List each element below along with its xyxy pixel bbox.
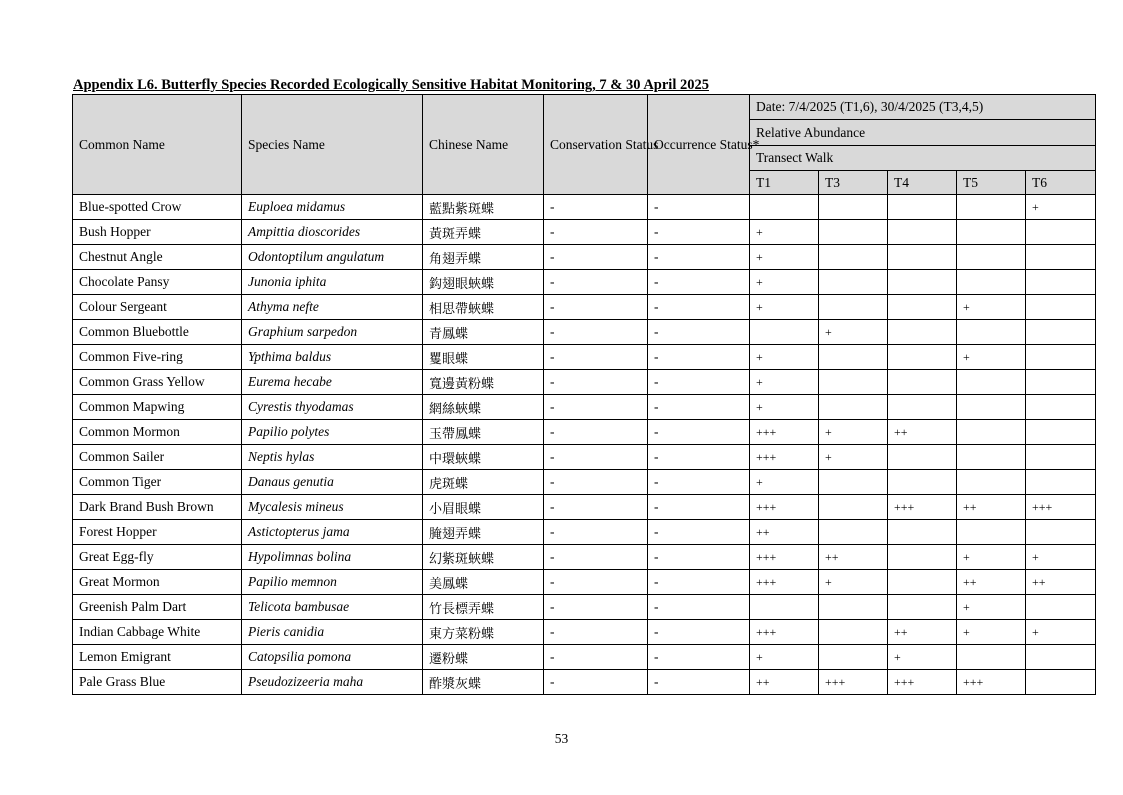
abundance-t3-cell — [819, 220, 888, 245]
chinese-name-cell: 虎斑蝶 — [423, 470, 544, 495]
occurrence-status-cell: - — [648, 195, 750, 220]
abundance-t1-cell: + — [750, 345, 819, 370]
chinese-name-cell: 青鳳蝶 — [423, 320, 544, 345]
abundance-t3-cell — [819, 595, 888, 620]
species-name-cell: Astictopterus jama — [242, 520, 423, 545]
abundance-t6-cell — [1026, 370, 1096, 395]
abundance-t5-cell — [957, 320, 1026, 345]
conservation-status-cell: - — [544, 570, 648, 595]
species-name-cell: Pseudozizeeria maha — [242, 670, 423, 695]
abundance-t6-cell: + — [1026, 545, 1096, 570]
occurrence-status-cell: - — [648, 295, 750, 320]
common-name-cell: Indian Cabbage White — [73, 620, 242, 645]
table-row — [73, 220, 1096, 245]
abundance-t4-cell — [888, 545, 957, 570]
abundance-t3-cell: + — [819, 320, 888, 345]
abundance-t5-cell: +++ — [957, 670, 1026, 695]
conservation-status-cell: - — [544, 670, 648, 695]
header-t1: T1 — [750, 171, 819, 195]
conservation-status-cell: - — [544, 445, 648, 470]
abundance-t3-cell — [819, 395, 888, 420]
table-row — [73, 295, 1096, 320]
conservation-status-cell: - — [544, 495, 648, 520]
abundance-t6-cell: +++ — [1026, 495, 1096, 520]
occurrence-status-cell: - — [648, 445, 750, 470]
table-row — [73, 520, 1096, 545]
table-row — [73, 495, 1096, 520]
occurrence-status-cell: - — [648, 545, 750, 570]
abundance-t4-cell — [888, 220, 957, 245]
table-row — [73, 670, 1096, 695]
common-name-cell: Dark Brand Bush Brown — [73, 495, 242, 520]
species-name-cell: Telicota bambusae — [242, 595, 423, 620]
abundance-t1-cell: + — [750, 470, 819, 495]
chinese-name-cell: 小眉眼蝶 — [423, 495, 544, 520]
species-name-cell: Neptis hylas — [242, 445, 423, 470]
abundance-t1-cell: +++ — [750, 420, 819, 445]
abundance-t3-cell — [819, 345, 888, 370]
abundance-t6-cell — [1026, 345, 1096, 370]
occurrence-status-cell: - — [648, 220, 750, 245]
abundance-t6-cell — [1026, 220, 1096, 245]
abundance-t1-cell: +++ — [750, 545, 819, 570]
abundance-t1-cell: +++ — [750, 570, 819, 595]
abundance-t4-cell — [888, 595, 957, 620]
header-t5: T5 — [957, 171, 1026, 195]
conservation-status-cell: - — [544, 595, 648, 620]
species-name-cell: Mycalesis mineus — [242, 495, 423, 520]
header-occurrence-status: Occurrence Status* — [648, 95, 750, 195]
abundance-t1-cell — [750, 320, 819, 345]
abundance-t5-cell: + — [957, 620, 1026, 645]
occurrence-status-cell: - — [648, 270, 750, 295]
abundance-t5-cell — [957, 270, 1026, 295]
abundance-t3-cell — [819, 245, 888, 270]
conservation-status-cell: - — [544, 345, 648, 370]
abundance-t3-cell — [819, 270, 888, 295]
occurrence-status-cell: - — [648, 520, 750, 545]
table-row — [73, 195, 1096, 220]
abundance-t6-cell — [1026, 295, 1096, 320]
abundance-t5-cell — [957, 420, 1026, 445]
species-name-cell: Ampittia dioscorides — [242, 220, 423, 245]
species-name-cell: Ypthima baldus — [242, 345, 423, 370]
chinese-name-cell: 腌翅弄蝶 — [423, 520, 544, 545]
chinese-name-cell: 鈎翅眼蛺蝶 — [423, 270, 544, 295]
common-name-cell: Pale Grass Blue — [73, 670, 242, 695]
abundance-t6-cell: ++ — [1026, 570, 1096, 595]
table-row — [73, 645, 1096, 670]
abundance-t3-cell — [819, 645, 888, 670]
species-name-cell: Pieris canidia — [242, 620, 423, 645]
abundance-t6-cell — [1026, 645, 1096, 670]
species-name-cell: Papilio memnon — [242, 570, 423, 595]
common-name-cell: Common Grass Yellow — [73, 370, 242, 395]
common-name-cell: Common Sailer — [73, 445, 242, 470]
occurrence-status-cell: - — [648, 320, 750, 345]
chinese-name-cell: 美鳳蝶 — [423, 570, 544, 595]
abundance-t4-cell — [888, 395, 957, 420]
occurrence-status-cell: - — [648, 570, 750, 595]
table-row — [73, 570, 1096, 595]
occurrence-status-cell: - — [648, 645, 750, 670]
abundance-t3-cell — [819, 495, 888, 520]
conservation-status-cell: - — [544, 245, 648, 270]
header-t4: T4 — [888, 171, 957, 195]
header-date: Date: 7/4/2025 (T1,6), 30/4/2025 (T3,4,5) — [750, 95, 1096, 120]
common-name-cell: Great Egg-fly — [73, 545, 242, 570]
chinese-name-cell: 黃斑弄蝶 — [423, 220, 544, 245]
abundance-t1-cell: +++ — [750, 445, 819, 470]
abundance-t5-cell — [957, 395, 1026, 420]
abundance-t5-cell: + — [957, 595, 1026, 620]
abundance-t5-cell — [957, 195, 1026, 220]
species-name-cell: Papilio polytes — [242, 420, 423, 445]
conservation-status-cell: - — [544, 470, 648, 495]
conservation-status-cell: - — [544, 645, 648, 670]
abundance-t4-cell — [888, 520, 957, 545]
abundance-t3-cell — [819, 470, 888, 495]
table-row — [73, 270, 1096, 295]
conservation-status-cell: - — [544, 620, 648, 645]
abundance-t4-cell: ++ — [888, 420, 957, 445]
abundance-t3-cell — [819, 370, 888, 395]
occurrence-status-cell: - — [648, 470, 750, 495]
abundance-t5-cell — [957, 520, 1026, 545]
conservation-status-cell: - — [544, 320, 648, 345]
chinese-name-cell: 竹長標弄蝶 — [423, 595, 544, 620]
abundance-t3-cell: + — [819, 445, 888, 470]
abundance-t5-cell: + — [957, 345, 1026, 370]
common-name-cell: Common Bluebottle — [73, 320, 242, 345]
common-name-cell: Forest Hopper — [73, 520, 242, 545]
abundance-t6-cell — [1026, 395, 1096, 420]
header-common-name: Common Name — [73, 95, 242, 195]
abundance-t4-cell — [888, 245, 957, 270]
species-name-cell: Eurema hecabe — [242, 370, 423, 395]
abundance-t4-cell: +++ — [888, 495, 957, 520]
chinese-name-cell: 酢漿灰蝶 — [423, 670, 544, 695]
conservation-status-cell: - — [544, 270, 648, 295]
table-row — [73, 420, 1096, 445]
abundance-t6-cell — [1026, 270, 1096, 295]
chinese-name-cell: 相思帶蛺蝶 — [423, 295, 544, 320]
common-name-cell: Colour Sergeant — [73, 295, 242, 320]
chinese-name-cell: 東方菜粉蝶 — [423, 620, 544, 645]
abundance-t4-cell: ++ — [888, 620, 957, 645]
chinese-name-cell: 幻紫斑蛺蝶 — [423, 545, 544, 570]
common-name-cell: Bush Hopper — [73, 220, 242, 245]
abundance-t1-cell: ++ — [750, 670, 819, 695]
species-name-cell: Hypolimnas bolina — [242, 545, 423, 570]
conservation-status-cell: - — [544, 295, 648, 320]
header-chinese-name: Chinese Name — [423, 95, 544, 195]
table-row — [73, 245, 1096, 270]
abundance-t4-cell — [888, 370, 957, 395]
header-t3: T3 — [819, 171, 888, 195]
abundance-t1-cell: + — [750, 295, 819, 320]
conservation-status-cell: - — [544, 220, 648, 245]
common-name-cell: Greenish Palm Dart — [73, 595, 242, 620]
occurrence-status-cell: - — [648, 395, 750, 420]
abundance-t4-cell — [888, 570, 957, 595]
species-name-cell: Odontoptilum angulatum — [242, 245, 423, 270]
abundance-t5-cell: ++ — [957, 570, 1026, 595]
common-name-cell: Common Mormon — [73, 420, 242, 445]
table-body — [73, 195, 1096, 695]
chinese-name-cell: 網絲蛺蝶 — [423, 395, 544, 420]
abundance-t4-cell — [888, 470, 957, 495]
abundance-t5-cell — [957, 245, 1026, 270]
abundance-t5-cell — [957, 445, 1026, 470]
abundance-t4-cell — [888, 295, 957, 320]
common-name-cell: Common Mapwing — [73, 395, 242, 420]
abundance-t4-cell — [888, 195, 957, 220]
abundance-t1-cell: + — [750, 370, 819, 395]
abundance-t3-cell — [819, 620, 888, 645]
abundance-t1-cell — [750, 595, 819, 620]
chinese-name-cell: 藍點紫斑蝶 — [423, 195, 544, 220]
abundance-t6-cell — [1026, 320, 1096, 345]
abundance-t4-cell — [888, 270, 957, 295]
common-name-cell: Common Five-ring — [73, 345, 242, 370]
occurrence-status-cell: - — [648, 370, 750, 395]
abundance-t6-cell — [1026, 470, 1096, 495]
table-row — [73, 370, 1096, 395]
abundance-t4-cell: +++ — [888, 670, 957, 695]
abundance-t1-cell: + — [750, 220, 819, 245]
occurrence-status-cell: - — [648, 620, 750, 645]
table-row — [73, 320, 1096, 345]
common-name-cell: Chocolate Pansy — [73, 270, 242, 295]
abundance-t4-cell — [888, 445, 957, 470]
table-row — [73, 595, 1096, 620]
conservation-status-cell: - — [544, 520, 648, 545]
abundance-t5-cell: ++ — [957, 495, 1026, 520]
occurrence-status-cell: - — [648, 245, 750, 270]
abundance-t1-cell: + — [750, 645, 819, 670]
species-name-cell: Junonia iphita — [242, 270, 423, 295]
abundance-t5-cell — [957, 370, 1026, 395]
appendix-title: Appendix L6. Butterfly Species Recorded Ecologically Sensitive Habitat Monitoring, 7 & 30 April 2025 — [73, 77, 709, 93]
abundance-t3-cell: + — [819, 570, 888, 595]
abundance-t1-cell: +++ — [750, 620, 819, 645]
abundance-t1-cell: + — [750, 270, 819, 295]
abundance-t6-cell — [1026, 520, 1096, 545]
abundance-t6-cell — [1026, 245, 1096, 270]
chinese-name-cell: 遷粉蝶 — [423, 645, 544, 670]
abundance-t4-cell — [888, 345, 957, 370]
table-row — [73, 470, 1096, 495]
abundance-t5-cell — [957, 220, 1026, 245]
common-name-cell: Chestnut Angle — [73, 245, 242, 270]
header-t6: T6 — [1026, 171, 1096, 195]
butterfly-species-table — [72, 94, 1096, 695]
common-name-cell: Common Tiger — [73, 470, 242, 495]
header-transect-walk: Transect Walk — [750, 146, 1096, 171]
abundance-t4-cell: + — [888, 645, 957, 670]
chinese-name-cell: 寬邊黃粉蝶 — [423, 370, 544, 395]
table-row — [73, 545, 1096, 570]
conservation-status-cell: - — [544, 195, 648, 220]
occurrence-status-cell: - — [648, 345, 750, 370]
abundance-t5-cell — [957, 645, 1026, 670]
abundance-t3-cell: ++ — [819, 545, 888, 570]
chinese-name-cell: 中環蛺蝶 — [423, 445, 544, 470]
abundance-t1-cell: + — [750, 245, 819, 270]
common-name-cell: Lemon Emigrant — [73, 645, 242, 670]
species-name-cell: Athyma nefte — [242, 295, 423, 320]
abundance-t1-cell — [750, 195, 819, 220]
abundance-t3-cell — [819, 295, 888, 320]
abundance-t6-cell: + — [1026, 620, 1096, 645]
species-name-cell: Danaus genutia — [242, 470, 423, 495]
conservation-status-cell: - — [544, 420, 648, 445]
conservation-status-cell: - — [544, 395, 648, 420]
abundance-t5-cell: + — [957, 545, 1026, 570]
abundance-t3-cell: +++ — [819, 670, 888, 695]
header-conservation-status: Conservation Status — [544, 95, 648, 195]
occurrence-status-cell: - — [648, 420, 750, 445]
common-name-cell: Great Mormon — [73, 570, 242, 595]
abundance-t3-cell: + — [819, 420, 888, 445]
abundance-t1-cell: +++ — [750, 495, 819, 520]
page-number: 53 — [554, 731, 569, 746]
occurrence-status-cell: - — [648, 670, 750, 695]
chinese-name-cell: 角翅弄蝶 — [423, 245, 544, 270]
abundance-t6-cell — [1026, 445, 1096, 470]
common-name-cell: Blue-spotted Crow — [73, 195, 242, 220]
table-row — [73, 445, 1096, 470]
abundance-t6-cell: + — [1026, 195, 1096, 220]
abundance-t4-cell — [888, 320, 957, 345]
chinese-name-cell: 玉帶鳳蝶 — [423, 420, 544, 445]
table-row — [73, 345, 1096, 370]
abundance-t5-cell — [957, 470, 1026, 495]
abundance-t3-cell — [819, 520, 888, 545]
abundance-t5-cell: + — [957, 295, 1026, 320]
conservation-status-cell: - — [544, 545, 648, 570]
header-species-name: Species Name — [242, 95, 423, 195]
abundance-t3-cell — [819, 195, 888, 220]
table-row — [73, 620, 1096, 645]
conservation-status-cell: - — [544, 370, 648, 395]
header-relative-abundance: Relative Abundance — [750, 120, 1096, 146]
abundance-t1-cell: + — [750, 395, 819, 420]
occurrence-status-cell: - — [648, 495, 750, 520]
abundance-t6-cell — [1026, 670, 1096, 695]
species-name-cell: Catopsilia pomona — [242, 645, 423, 670]
abundance-t6-cell — [1026, 595, 1096, 620]
table-row — [73, 395, 1096, 420]
occurrence-status-cell: - — [648, 595, 750, 620]
species-name-cell: Euploea midamus — [242, 195, 423, 220]
abundance-t6-cell — [1026, 420, 1096, 445]
chinese-name-cell: 矍眼蝶 — [423, 345, 544, 370]
abundance-t1-cell: ++ — [750, 520, 819, 545]
species-name-cell: Graphium sarpedon — [242, 320, 423, 345]
species-name-cell: Cyrestis thyodamas — [242, 395, 423, 420]
